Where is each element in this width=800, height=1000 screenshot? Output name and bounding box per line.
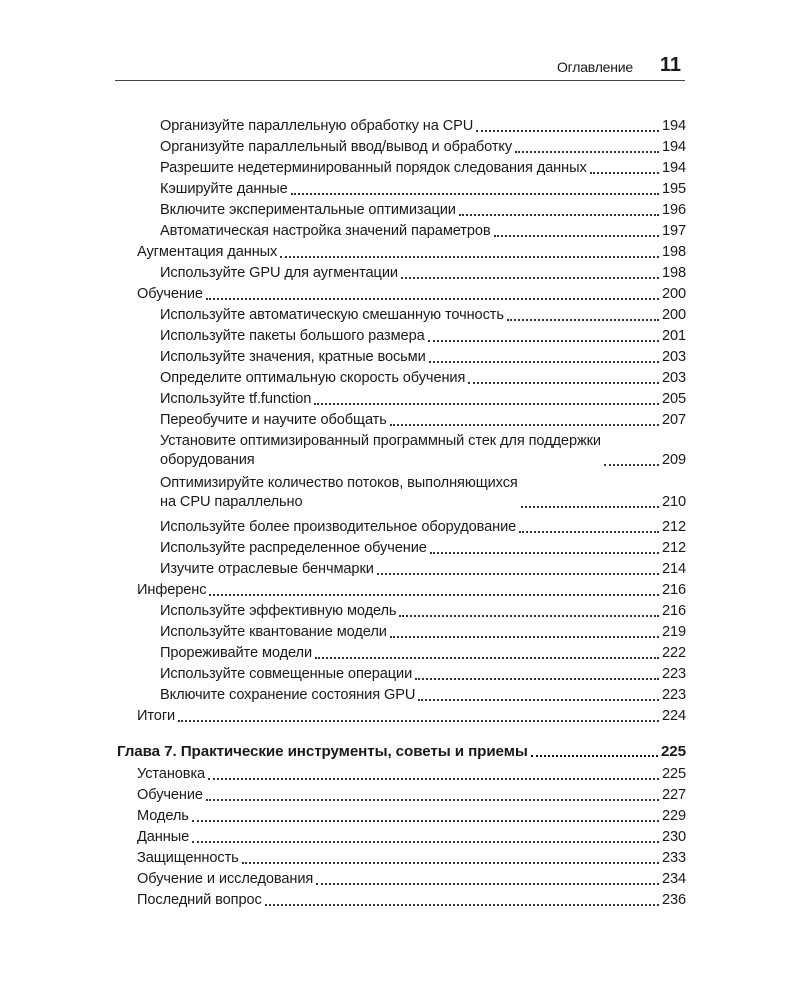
toc-section[interactable]	[137, 849, 686, 868]
toc-entry[interactable]	[160, 369, 686, 388]
leader-dots	[192, 841, 659, 843]
toc-section[interactable]	[137, 786, 686, 805]
toc-section[interactable]	[137, 765, 686, 784]
toc-entry-label-line2: на CPU параллельно	[160, 494, 303, 510]
toc-chapter[interactable]	[117, 742, 686, 761]
leader-dots	[390, 636, 659, 638]
toc-entry-label: Итоги	[137, 708, 176, 724]
header-title: Оглавление	[556, 59, 633, 75]
toc-section[interactable]	[137, 828, 686, 847]
toc-entry[interactable]	[160, 474, 686, 512]
toc-section[interactable]	[137, 285, 686, 304]
leader-dots	[519, 531, 659, 533]
toc-entry[interactable]	[160, 539, 686, 558]
toc-entry-page: 198	[661, 244, 686, 260]
leader-dots	[590, 172, 659, 174]
toc-entry-label: Аугментация данных	[137, 244, 278, 260]
leader-dots	[476, 130, 659, 132]
toc-entry-label	[160, 474, 518, 512]
leader-dots	[192, 820, 659, 822]
leader-dots	[206, 298, 659, 300]
leader-dots	[390, 424, 659, 426]
toc-entry-label: Используйте распределенное обучение	[160, 540, 427, 556]
toc-entry-label: Инференс	[137, 582, 207, 598]
toc-entry-page: 201	[661, 328, 686, 344]
toc-entry-page: 196	[661, 202, 686, 218]
toc-section[interactable]	[137, 581, 686, 600]
toc-entry[interactable]	[160, 686, 686, 705]
leader-dots	[604, 464, 659, 466]
toc-entry[interactable]	[160, 180, 686, 199]
toc-entry-label: Используйте автоматическую смешанную точность	[160, 307, 504, 323]
toc-entry-label: Защищенность	[137, 850, 239, 866]
toc-entry-label: Используйте пакеты большого размера	[160, 328, 425, 344]
toc-entry-label-line1: Оптимизируйте количество потоков, выполняющихся	[160, 475, 518, 491]
leader-dots	[507, 319, 659, 321]
toc-entry-label-line1: Установите оптимизированный программный стек для поддержки	[160, 433, 601, 449]
toc-entry-page: 233	[661, 850, 686, 866]
leader-dots	[521, 506, 659, 508]
toc-entry[interactable]	[160, 306, 686, 325]
leader-dots	[399, 615, 659, 617]
toc-entry-page: 200	[661, 286, 686, 302]
leader-dots	[459, 214, 659, 216]
leader-dots	[265, 904, 659, 906]
toc-entry-page: 223	[661, 666, 686, 682]
toc-entry-page: 194	[661, 139, 686, 155]
leader-dots	[401, 277, 659, 279]
leader-dots	[430, 552, 659, 554]
toc-entry[interactable]	[160, 264, 686, 283]
toc-entry-page: 214	[661, 561, 686, 577]
toc-entry-page: 197	[661, 223, 686, 239]
toc-entry-page: 234	[661, 871, 686, 887]
toc-entry-page: 203	[661, 370, 686, 386]
leader-dots	[316, 883, 659, 885]
toc-entry-label: Определите оптимальную скорость обучения	[160, 370, 466, 386]
toc-entry-label: Обучение и исследования	[137, 871, 314, 887]
leader-dots	[515, 151, 659, 153]
toc-entry-page: 216	[661, 603, 686, 619]
toc-entry-page: 209	[661, 452, 686, 468]
toc-entry[interactable]	[160, 222, 686, 241]
toc-entry-page: 205	[661, 391, 686, 407]
leader-dots	[209, 594, 658, 596]
toc-entry-page: 212	[661, 519, 686, 535]
toc-section[interactable]	[137, 707, 686, 726]
toc-entry[interactable]	[160, 411, 686, 430]
toc-entry-page: 212	[661, 540, 686, 556]
toc-entry-page: 195	[661, 181, 686, 197]
toc-entry-label: Организуйте параллельный ввод/вывод и обработку	[160, 139, 513, 155]
toc-entry-label: Используйте более производительное оборудование	[160, 519, 517, 535]
toc-entry-page: 222	[661, 645, 686, 661]
toc-entry-page: 194	[661, 118, 686, 134]
toc-entry-page: 229	[661, 808, 686, 824]
leader-dots	[242, 862, 659, 864]
toc-entry-page: 219	[661, 624, 686, 640]
leader-dots	[291, 193, 659, 195]
leader-dots	[415, 678, 659, 680]
toc-entry-page: 227	[661, 787, 686, 803]
toc-entry[interactable]	[160, 432, 686, 470]
toc-entry-label: Используйте эффективную модель	[160, 603, 397, 619]
leader-dots	[208, 778, 659, 780]
toc-entry[interactable]	[160, 348, 686, 367]
toc-entry[interactable]	[160, 117, 686, 136]
toc-entry[interactable]	[160, 201, 686, 220]
toc-entry[interactable]	[160, 159, 686, 178]
toc-entry-label: Включите сохранение состояния GPU	[160, 687, 416, 703]
toc-section[interactable]	[137, 243, 686, 262]
toc-entry-page: 216	[661, 582, 686, 598]
toc-entry[interactable]	[160, 602, 686, 621]
toc-entry-label: Переобучите и научите обобщать	[160, 412, 387, 428]
leader-dots	[280, 256, 659, 258]
leader-dots	[429, 361, 659, 363]
toc-entry-label: Модель	[137, 808, 189, 824]
leader-dots	[178, 720, 659, 722]
leader-dots	[494, 235, 659, 237]
toc-entry[interactable]	[160, 623, 686, 642]
toc-entry-page: 200	[661, 307, 686, 323]
toc-entry-label: Установка	[137, 766, 206, 782]
toc-entry[interactable]	[160, 644, 686, 663]
toc-entry-label: Организуйте параллельную обработку на CPU	[160, 118, 474, 134]
leader-dots	[315, 657, 659, 659]
toc-section[interactable]	[137, 891, 686, 910]
leader-dots	[531, 755, 658, 757]
leader-dots	[314, 403, 659, 405]
leader-dots	[468, 382, 659, 384]
leader-dots	[418, 699, 659, 701]
toc-entry-page: 223	[661, 687, 686, 703]
toc-entry-label: Кэшируйте данные	[160, 181, 288, 197]
toc-entry-label: Прореживайте модели	[160, 645, 312, 661]
toc-entry-page: 224	[661, 708, 686, 724]
toc-entry-label	[160, 432, 601, 470]
toc-entry-label: Данные	[137, 829, 190, 845]
toc-entry-label: Обучение	[137, 787, 203, 803]
toc-entry-label: Используйте совмещенные операции	[160, 666, 413, 682]
toc-entry-label: Автоматическая настройка значений параметров	[160, 223, 491, 239]
running-header	[115, 54, 685, 81]
toc-entry-label: Используйте квантование модели	[160, 624, 387, 640]
toc-entry-label: Включите экспериментальные оптимизации	[160, 202, 456, 218]
toc-entry-label: Используйте значения, кратные восьми	[160, 349, 426, 365]
header-page-number: 11	[659, 54, 681, 76]
toc-section[interactable]	[137, 807, 686, 826]
toc-entry-page: 194	[661, 160, 686, 176]
toc-entry-label-line2: оборудования	[160, 452, 255, 468]
toc-chapter-page: 225	[660, 743, 686, 760]
toc-entry-label: Последний вопрос	[137, 892, 262, 908]
toc-entry[interactable]	[160, 390, 686, 409]
toc-entry-page: 225	[661, 766, 686, 782]
toc-entry-label: Разрешите недетерминированный порядок следования данных	[160, 160, 587, 176]
toc-entry-page: 236	[661, 892, 686, 908]
toc-entry-page: 230	[661, 829, 686, 845]
toc-entry-page: 203	[661, 349, 686, 365]
toc-entry[interactable]	[160, 327, 686, 346]
toc-entry-page: 198	[661, 265, 686, 281]
toc-entry[interactable]	[160, 665, 686, 684]
leader-dots	[428, 340, 659, 342]
toc-entry[interactable]	[160, 138, 686, 157]
leader-dots	[206, 799, 659, 801]
toc-entry-label: Изучите отраслевые бенчмарки	[160, 561, 374, 577]
toc-entry[interactable]	[160, 518, 686, 537]
toc-entry-page: 210	[661, 494, 686, 510]
toc-chapter-label: Глава 7. Практические инструменты, советы и приемы	[117, 743, 528, 760]
toc-section[interactable]	[137, 870, 686, 889]
toc-entry-page: 207	[661, 412, 686, 428]
toc-entry-label: Используйте tf.function	[160, 391, 312, 407]
leader-dots	[377, 573, 659, 575]
toc-entry-label: Обучение	[137, 286, 203, 302]
toc-entry[interactable]	[160, 560, 686, 579]
toc-entry-label: Используйте GPU для аугментации	[160, 265, 398, 281]
